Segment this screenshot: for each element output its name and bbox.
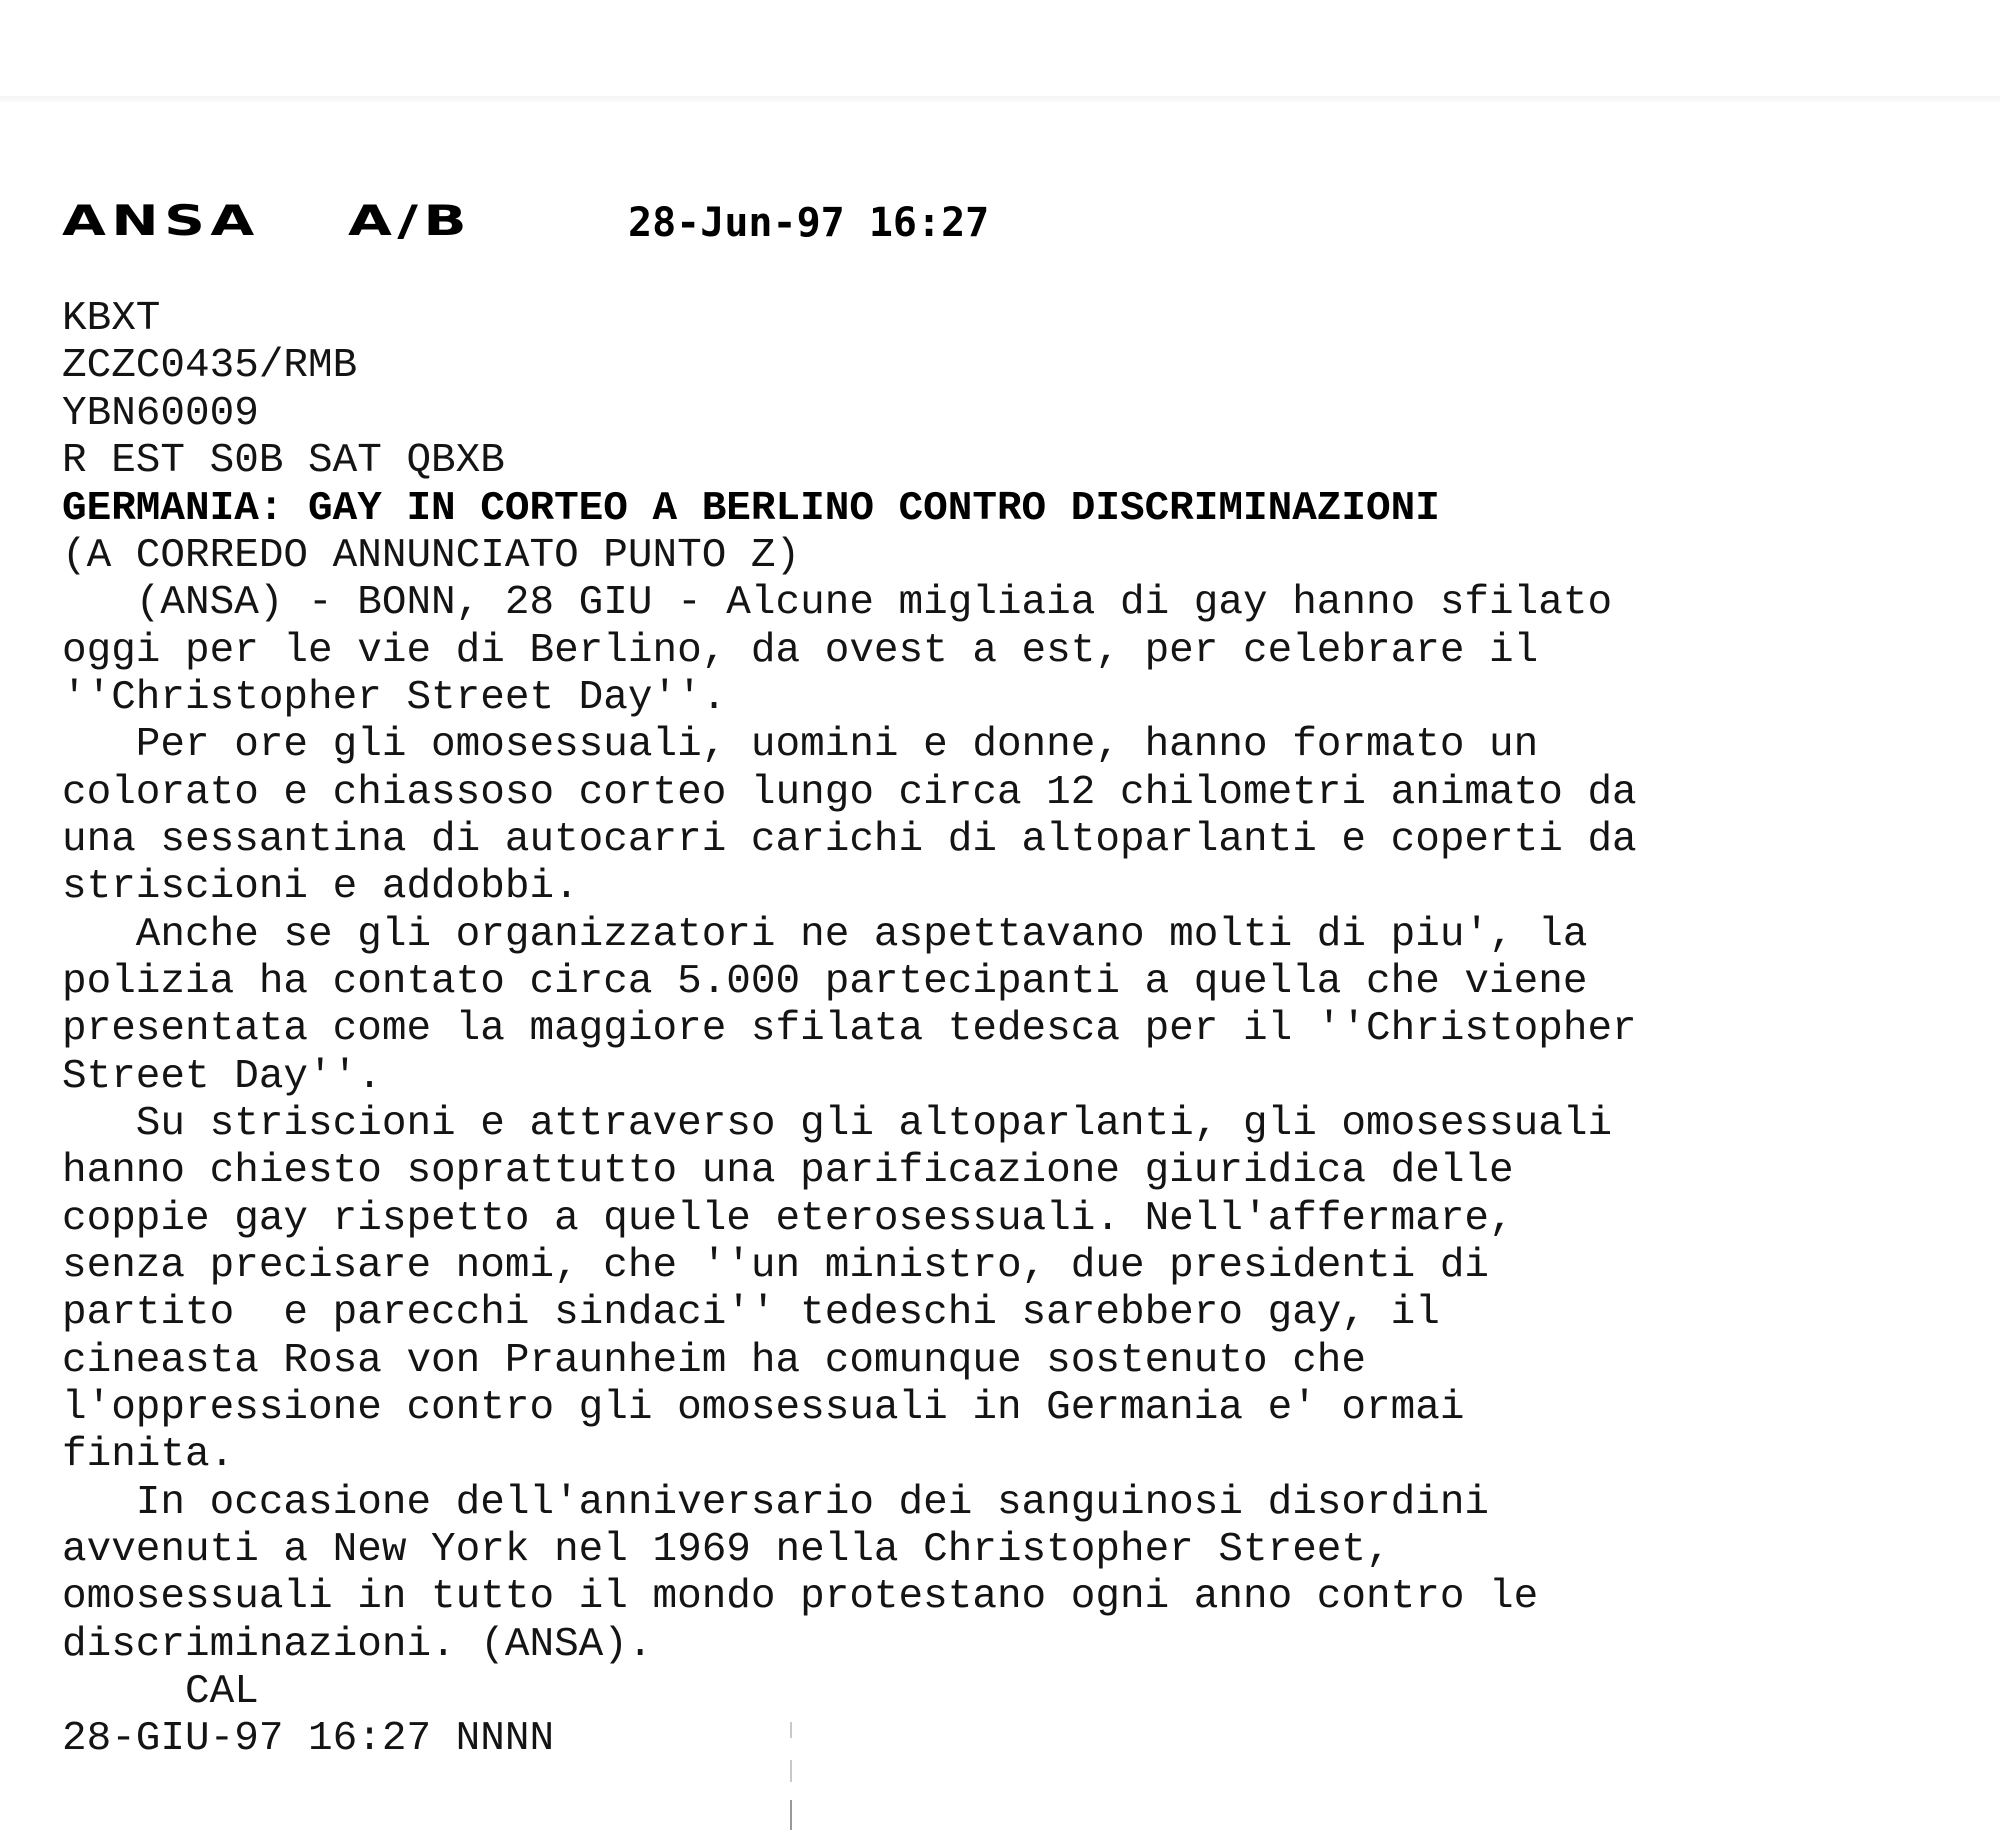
footer-timestamp: 28-GIU-97 16:27 NNNN (62, 1716, 555, 1762)
body-line: colorato e chiassoso corteo lungo circa 12 chilometri animato da (62, 770, 1637, 816)
service-code: A/B (348, 196, 473, 245)
body-line: striscioni e addobbi. (62, 864, 579, 910)
body-line: coppie gay rispetto a quelle eterosessuali. Nell'affermare, (62, 1196, 1514, 1242)
body-line: una sessantina di autocarri carichi di altoparlanti e coperti da (62, 817, 1637, 863)
body-line: cineasta Rosa von Praunheim ha comunque sostenuto che (62, 1338, 1367, 1384)
scan-speck (790, 1722, 792, 1738)
subheadline: (A CORREDO ANNUNCIATO PUNTO Z) (62, 533, 801, 579)
body-line: finita. (62, 1432, 235, 1478)
body-line: l'oppressione contro gli omosessuali in Germania e' ormai (62, 1385, 1465, 1431)
message-id: YBN60009 (62, 391, 259, 437)
body-line: avvenuti a New York nel 1969 nella Christopher Street, (62, 1527, 1391, 1573)
body-line: polizia ha contato circa 5.000 partecipanti a quella che viene (62, 959, 1588, 1005)
headline: GERMANIA: GAY IN CORTEO A BERLINO CONTRO DISCRIMINAZIONI (62, 486, 1440, 532)
body-line: Anche se gli organizzatori ne aspettavano molti di piu', la (62, 912, 1588, 958)
agency-logo: ANSA (62, 196, 260, 245)
scan-speck (790, 1760, 792, 1782)
body-line: Per ore gli omosessuali, uomini e donne, hanno formato un (62, 722, 1539, 768)
body-line: discriminazioni. (ANSA). (62, 1622, 653, 1668)
body-line: presentata come la maggiore sfilata tedesca per il ''Christopher (62, 1006, 1637, 1052)
body-line: ''Christopher Street Day''. (62, 675, 727, 721)
body-line: Su striscioni e attraverso gli altoparlanti, gli omosessuali (62, 1101, 1613, 1147)
body-line: (ANSA) - BONN, 28 GIU - Alcune migliaia di gay hanno sfilato (62, 580, 1613, 626)
body-line: hanno chiesto soprattutto una parificazione giuridica delle (62, 1148, 1514, 1194)
body-line: Street Day''. (62, 1054, 382, 1100)
body-line: senza precisare nomi, che ''un ministro, due presidenti di (62, 1243, 1490, 1289)
transmission-id: ZCZC0435/RMB (62, 343, 358, 389)
routing-code: KBXT (62, 296, 161, 342)
header-timestamp: 28-Jun-97 16:27 (628, 200, 990, 246)
scan-speck (790, 1800, 792, 1830)
category-line: R EST S0B SAT QBXB (62, 438, 505, 484)
body-line: In occasione dell'anniversario dei sanguinosi disordini (62, 1480, 1490, 1526)
body-line: partito e parecchi sindaci'' tedeschi sarebbero gay, il (62, 1290, 1440, 1336)
body-line: omosessuali in tutto il mondo protestano ogni anno contro le (62, 1574, 1539, 1620)
body-line: oggi per le vie di Berlino, da ovest a est, per celebrare il (62, 628, 1539, 674)
author-signature: CAL (62, 1669, 259, 1715)
